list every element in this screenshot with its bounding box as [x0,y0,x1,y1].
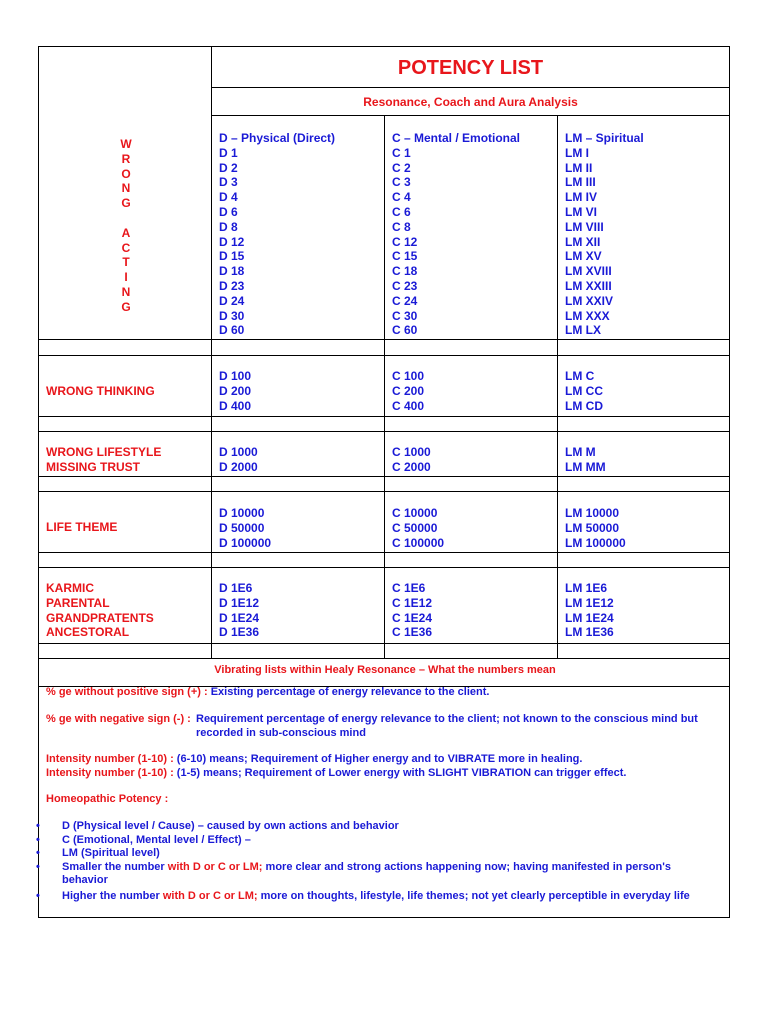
intensity-high-text: (6-10) means; Requirement of Higher energy and to VIBRATE more in healing. [173,753,583,765]
divider [211,87,730,88]
karmic-d-values: D 1E6 D 1E12 D 1E24 D 1E36 [219,581,260,640]
bullet-item [36,847,160,861]
bullet-continuation: behavior [62,874,108,887]
wrong-acting-c-values: C 1 C 2 C 3 C 4 C 6 C 8 C 12 C 15 C 18 C 23 C 24 C 30 C 60 [392,145,418,338]
bullet-item [36,890,690,904]
note-intensity-high [46,753,582,767]
wrong-lifestyle-lm-values: LM M LM MM [565,445,606,474]
bullet-icon: • [36,820,40,832]
meaning-title: Vibrating lists within Healy Resonance – What the numbers mean [214,664,556,676]
column-header-lm: LM – Spiritual [565,131,644,145]
bullet-icon: • [36,890,40,902]
bullet-text-pre: Higher the number [62,890,163,902]
karmic-label: KARMIC PARENTAL GRANDPRATENTS ANCESTORAL [46,581,154,640]
note-positive-label: % ge without positive sign (+) : [46,686,208,698]
wrong-lifestyle-d-values: D 1000 D 2000 [219,445,258,474]
bullet-item [36,833,251,848]
bullet-item [36,820,399,834]
bullet-text: D (Physical level / Cause) – caused by own actions and behavior [62,820,399,832]
bullet-icon: • [36,847,40,860]
wrong-acting-lm-values: LM I LM II LM III LM IV LM VI LM VIII LM XII LM XV LM XVIII LM XXIII LM XXIV LM XXX LM LX [565,145,614,338]
note-negative-text-1: Requirement percentage of energy relevance to the client; not known to the conscious mind but [196,713,698,725]
wrong-acting-d-values: D 1 D 2 D 3 D 4 D 6 D 8 D 12 D 15 D 18 D 23 D 24 D 30 D 60 [219,145,245,338]
column-header-c: C – Mental / Emotional [392,131,521,145]
wrong-thinking-lm-values: LM C LM CC LM CD [565,369,603,413]
wrong-lifestyle-label: WRONG LIFESTYLE MISSING TRUST [46,445,162,474]
potency-sheet [38,46,730,918]
divider [384,115,385,658]
life-theme-label: LIFE THEME [46,520,118,534]
note-positive-text: Existing percentage of energy relevance to the client. [207,686,490,698]
intensity-low-label: Intensity number (1-10) : [46,766,174,779]
bullet-text-post: more on thoughts, lifestyle, life themes; not yet clearly perceptible in everyday life [257,890,690,902]
life-theme-lm-values: LM 10000 LM 50000 LM 100000 [565,506,626,550]
intensity-low-text: (1-5) means; Requirement of Lower energy with SLIGHT VIBRATION can trigger effect. [173,766,627,779]
bullet-text-red: with D or C or LM; [167,860,263,873]
bullet-text-post: more clear and strong actions happening now; having manifested in person's [262,860,671,873]
life-theme-d-values: D 10000 D 50000 D 100000 [219,506,272,550]
karmic-lm-values: LM 1E6 LM 1E12 LM 1E24 LM 1E36 [565,581,614,640]
bullet-text-red: with D or C or LM; [162,890,258,902]
bullet-icon: • [36,833,40,846]
bullet-text: C (Emotional, Mental level / Effect) – [62,833,251,846]
page-title: POTENCY LIST [397,57,544,79]
bullet-text: LM (Spiritual level) [62,847,160,860]
bullet-item [36,860,671,875]
subtitle: Resonance, Coach and Aura Analysis [363,95,578,109]
karmic-c-values: C 1E6 C 1E12 C 1E24 C 1E36 [392,581,433,640]
divider [211,115,730,116]
wrong-acting-label: W R O N G A C T I N G [120,137,132,314]
intensity-high-label: Intensity number (1-10) : [46,753,174,765]
divider [39,658,730,659]
bullet-icon: • [36,860,40,873]
divider [211,47,212,658]
note-negative-text-2: recorded in sub-conscious mind [196,726,366,739]
bullet-text-pre: Smaller the number [62,860,168,873]
wrong-thinking-d-values: D 100 D 200 D 400 [219,369,252,413]
wrong-thinking-c-values: C 100 C 200 C 400 [392,369,425,413]
note-intensity-low [46,767,626,781]
note-positive [46,686,489,700]
column-header-d: D – Physical (Direct) [219,131,336,145]
life-theme-c-values: C 10000 C 50000 C 100000 [392,506,445,550]
note-negative-label: % ge with negative sign (-) : [46,713,191,725]
divider [557,115,558,658]
wrong-lifestyle-c-values: C 1000 C 2000 [392,445,431,474]
homeopathic-label: Homeopathic Potency : [46,793,169,805]
wrong-thinking-label: WRONG THINKING [46,384,155,398]
